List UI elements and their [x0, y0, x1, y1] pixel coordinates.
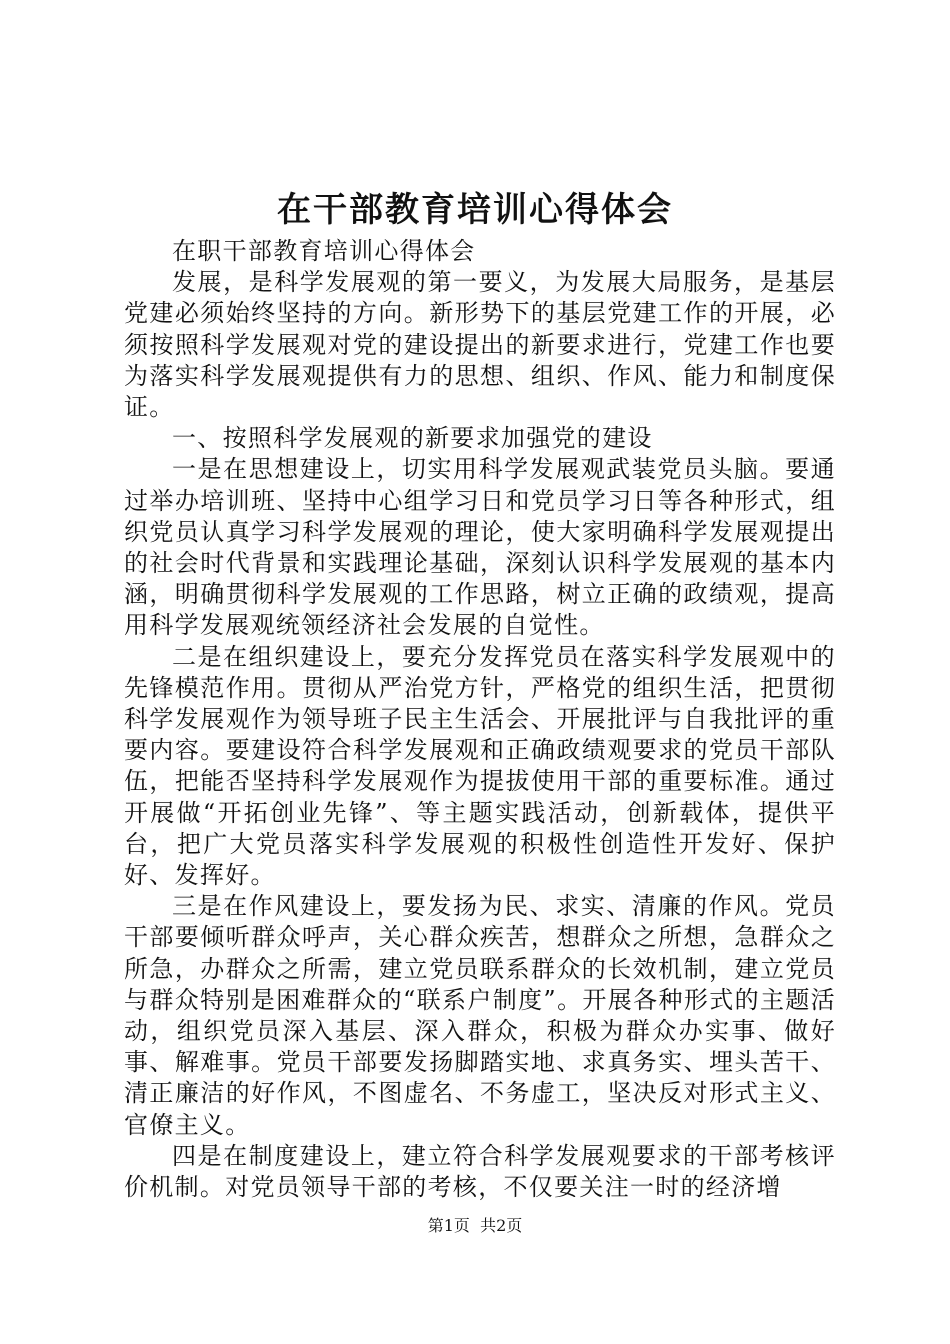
intro-paragraph: 发展，是科学发展观的第一要义，为发展大局服务，是基层党建必须始终坚持的方向。新形势下的基层党建工作的开展，必须按照科学发展观对党的建设提出的新要求进行，党建工作也要为落实科学发展观提供有力的思想、组织、作风、能力和制度保证。: [124, 268, 836, 422]
paragraph-system: 四是在制度建设上，建立符合科学发展观要求的干部考核评价机制。对党员领导干部的考核，不仅要关注一时的经济增: [124, 1141, 836, 1202]
page-footer: 第1页 共2页: [427, 1216, 523, 1235]
subtitle-paragraph: 在职干部教育培训心得体会: [172, 237, 476, 265]
paragraph-work-style: 三是在作风建设上，要发扬为民、求实、清廉的作风。党员干部要倾听群众呼声，关心群众疾苦，想群众之所想，急群众之所急，办群众之所需，建立党员联系群众的长效机制，建立党员与群众特别是困难群众的“联系户制度”。开展各种形式的主题活动，组织党员深入基层、深入群众，积极为群众办实事、做好事、解难事。党员干部要发扬脚踏实地、求真务实、埋头苦干、清正廉洁的好作风，不图虚名、不务虚工，坚决反对形式主义、官僚主义。: [124, 892, 836, 1139]
paragraph-organization: 二是在组织建设上，要充分发挥党员在落实科学发展观中的先锋模范作用。贯彻从严治党方针，严格党的组织生活，把贯彻科学发展观作为领导班子民主生活会、开展批评与自我批评的重要内容。要建设符合科学发展观和正确政绩观要求的党员干部队伍，把能否坚持科学发展观作为提拔使用干部的重要标准。通过开展做“开拓创业先锋”、等主题实践活动，创新载体，提供平台，把广大党员落实科学发展观的积极性创造性开发好、保护好、发挥好。: [124, 642, 836, 890]
paragraph-ideology: 一是在思想建设上，切实用科学发展观武装党员头脑。要通过举办培训班、坚持中心组学习日和党员学习日等各种形式，组织党员认真学习科学发展观的理论，使大家明确科学发展观提出的社会时代背景和实践理论基础，深刻认识科学发展观的基本内涵，明确贯彻科学发展观的工作思路，树立正确的政绩观，提高用科学发展观统领经济社会发展的自觉性。: [124, 455, 836, 640]
section-heading: 一、按照科学发展观的新要求加强党的建设: [172, 424, 653, 453]
document-title: 在干部教育培训心得体会: [277, 190, 673, 230]
document-body: [124, 236, 836, 1203]
